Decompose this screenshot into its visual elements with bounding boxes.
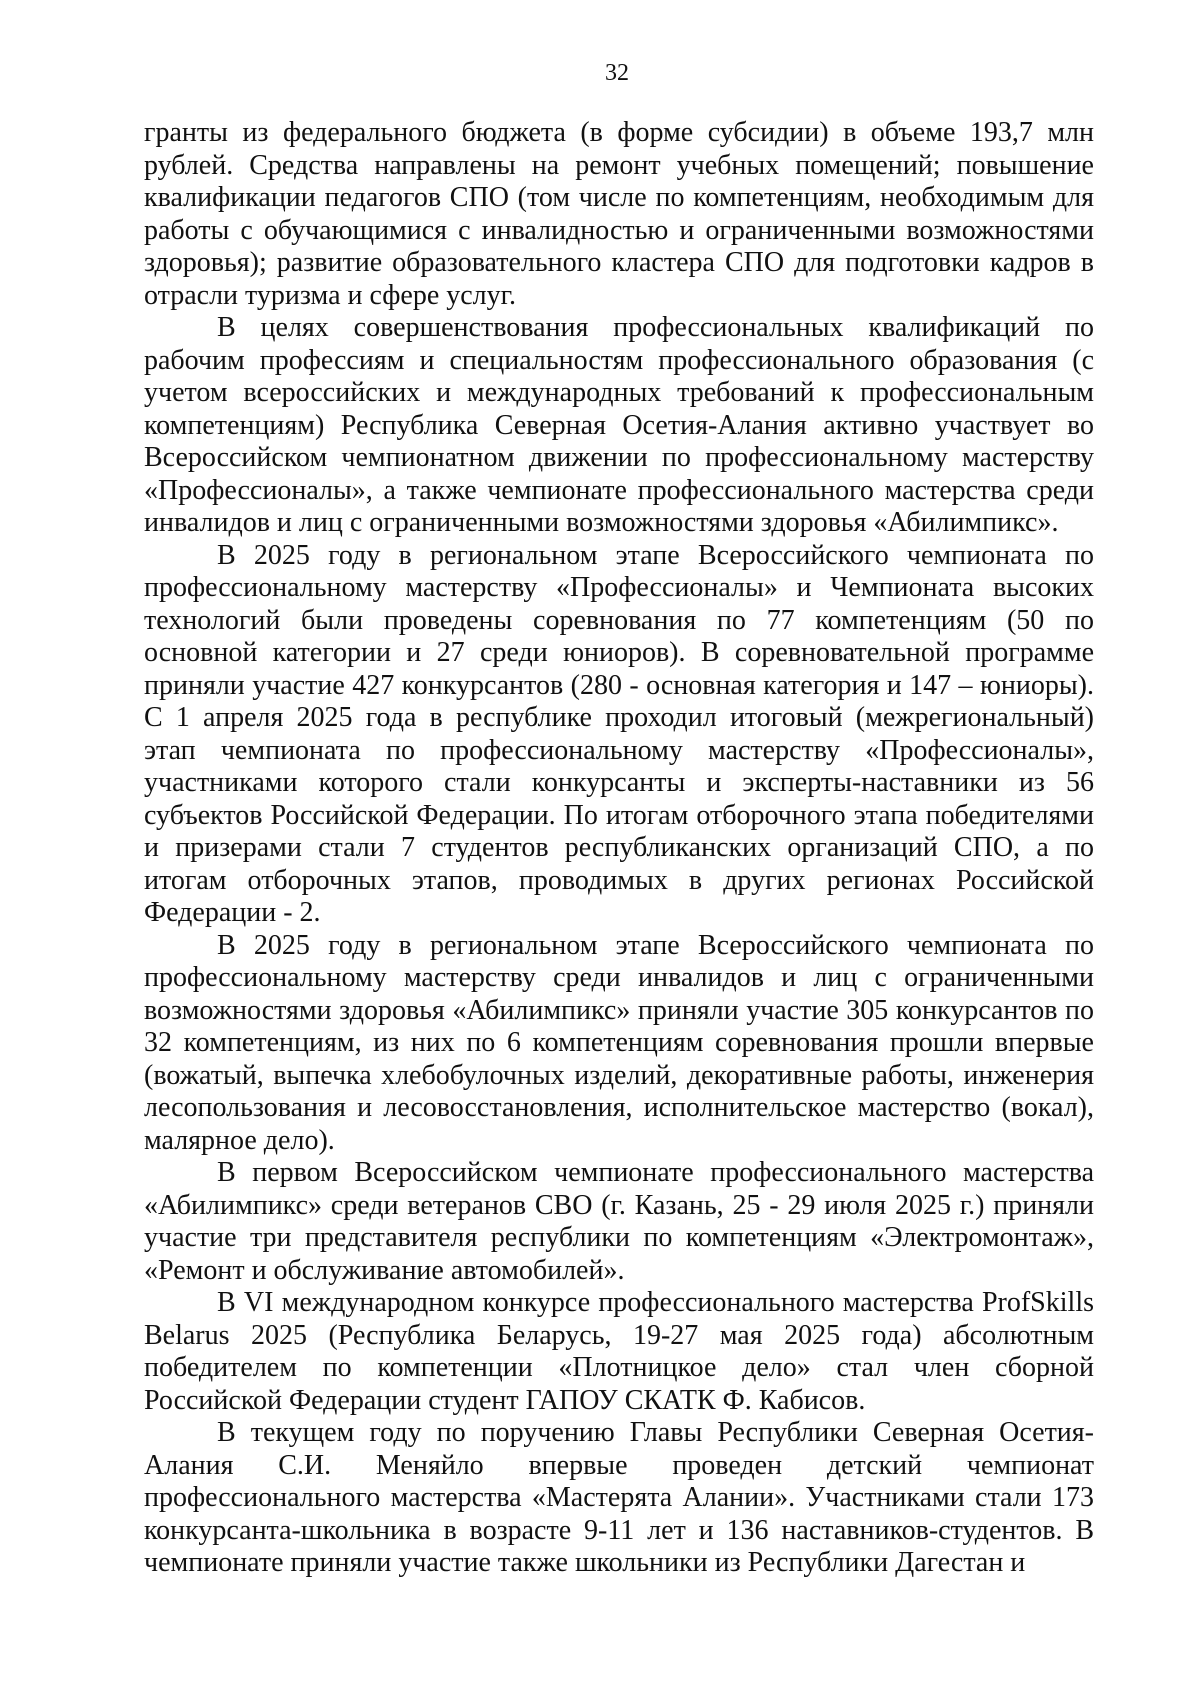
paragraph-profskills-belarus: В VI международном конкурсе профессионального мастерства ProfSkills Belarus 2025 (Республика Беларусь, 19-27 мая 2025 года) абсолютным победителем по компетенции «Плотницкое дело» стал член сборной Российской Федерации студент ГАПОУ СКАТК Ф. Кабисов. bbox=[144, 1287, 1094, 1416]
document-body bbox=[144, 117, 1094, 1580]
paragraph-masteryata-alanii: В текущем году по поручению Главы Республики Северная Осетия-Алания С.И. Меняйло впервые проведен детский чемпионат профессионального мастерства «Мастерята Алании». Участниками стали 173 конкурсанта-школьника в возрасте 9-11 лет и 136 наставников-студентов. В чемпионате приняли участие также школьники из Республики Дагестан и bbox=[144, 1417, 1094, 1578]
paragraph-abilympics-veterans: В первом Всероссийском чемпионате профессионального мастерства «Абилимпикс» среди ветеранов СВО (г. Казань, 25 - 29 июля 2025 г.) приняли участие три представителя республики по компетенциям «Электромонтаж», «Ремонт и обслуживание автомобилей». bbox=[144, 1157, 1094, 1286]
paragraph-professionals-2025: В 2025 году в региональном этапе Всероссийского чемпионата по профессиональному мастерству «Профессионалы» и Чемпионата высоких технологий были проведены соревнования по 77 компетенциям (50 по основной категории и 27 среди юниоров). В соревновательной программе приняли участие 427 конкурсантов (280 - основная категория и 147 – юниоры). С 1 апреля 2025 года в республике проходил итоговый (межрегиональный) этап чемпионата по профессиональному мастерству «Профессионалы», участниками которого стали конкурсанты и эксперты-наставники из 56 субъектов Российской Федерации. По итогам отборочного этапа победителями и призерами стали 7 студентов республиканских организаций СПО, а по итогам отборочных этапов, проводимых в других регионах Российской Федерации - 2. bbox=[144, 539, 1094, 928]
page-number: 32 bbox=[605, 60, 629, 86]
paragraph-abilympics-2025: В 2025 году в региональном этапе Всероссийского чемпионата по профессиональному мастерству среди инвалидов и лиц с ограниченными возможностями здоровья «Абилимпикс» приняли участие 305 конкурсантов по 32 компетенциям, из них по 6 компетенциям соревнования прошли впервые (вожатый, выпечка хлебобулочных изделий, декоративные работы, инженерия лесопользования и лесовосстановления, исполнительское мастерство (вокал), малярное дело). bbox=[144, 929, 1094, 1156]
paragraph-grants: гранты из федерального бюджета (в форме субсидии) в объеме 193,7 млн рублей. Средства направлены на ремонт учебных помещений; повышение квалификации педагогов СПО (том числе по компетенциям, необходимым для работы с обучающимися с инвалидностью и ограниченными возможностями здоровья); развитие образовательного кластера СПО для подготовки кадров в отрасли туризма и сфере услуг. bbox=[144, 117, 1094, 311]
paragraph-championship-movement: В целях совершенствования профессиональных квалификаций по рабочим профессиям и специальностям профессионального образования (с учетом всероссийских и международных требований к профессиональным компетенциям) Республика Северная Осетия-Алания активно участвует во Всероссийском чемпионатном движении по профессиональному мастерству «Профессионалы», а также чемпионате профессионального мастерства среди инвалидов и лиц с ограниченными возможностями здоровья «Абилимпикс». bbox=[144, 312, 1094, 538]
